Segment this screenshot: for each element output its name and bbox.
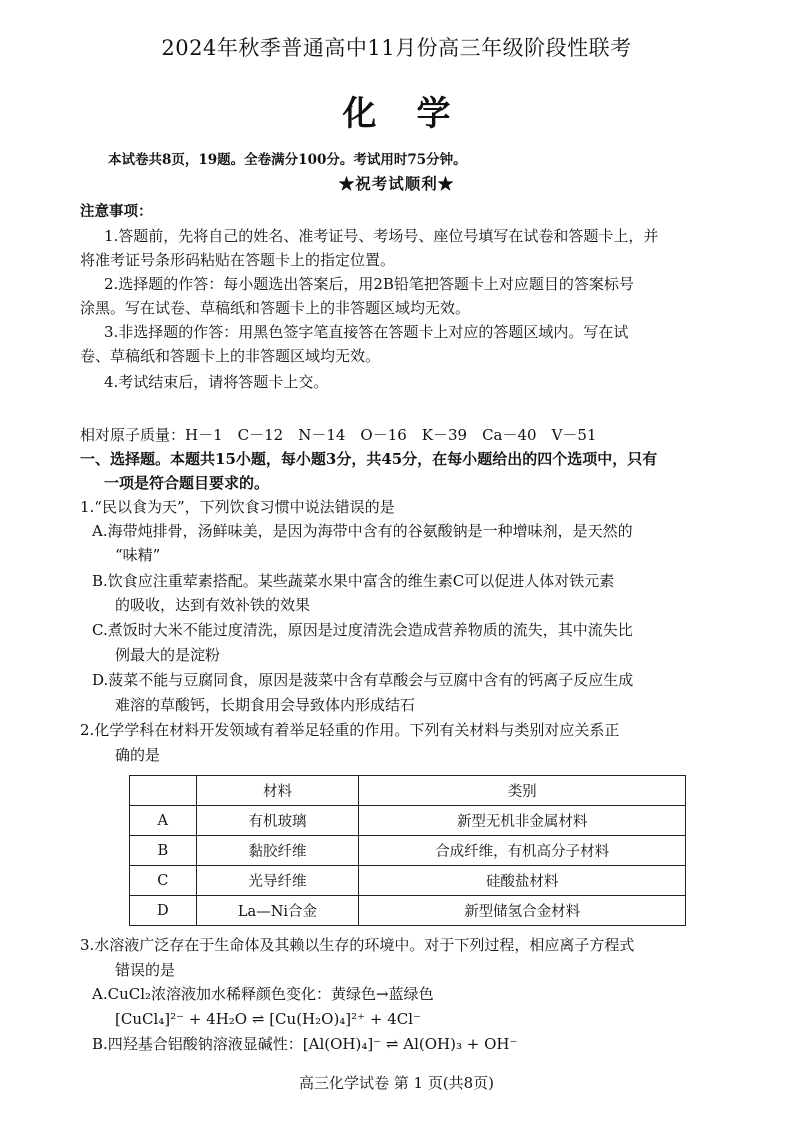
notes-heading: 注意事项： — [80, 203, 153, 220]
q2-stem-cont: 确的是 — [115, 746, 161, 764]
q3-stem: 3.水溶液广泛存在于生命体及其赖以生存的环境中。对于下列过程，相应离子方程式 — [80, 936, 635, 954]
table-row — [130, 896, 686, 926]
good-luck-banner: ★祝考试顺利★ — [338, 174, 455, 193]
q3-stem-cont: 错误的是 — [115, 961, 176, 979]
table-row — [130, 836, 686, 866]
table-header-row — [130, 776, 686, 806]
table-cell: C — [130, 866, 197, 896]
q1-option-c: C.煮饭时大米不能过度清洗，原因是过度清洗会造成营养物质的流失，其中流失比 — [92, 621, 633, 639]
q1-option-b-cont: 的吸收，达到有效补铁的效果 — [115, 596, 311, 614]
q1-option-d: D.菠菜不能与豆腐同食，原因是菠菜中含有草酸会与豆腐中含有的钙离子反应生成 — [92, 671, 634, 689]
page-footer: 高三化学试卷 第 1 页(共8页) — [298, 1074, 495, 1092]
table-cell: 硅酸盐材料 — [359, 866, 686, 896]
q2-stem: 2.化学学科在材料开发领域有着举足轻重的作用。下列有关材料与类别对应关系正 — [80, 721, 620, 739]
q1-option-a: A.海带炖排骨，汤鲜味美，是因为海带中含有的谷氨酸钠是一种增味剂，是天然的 — [92, 522, 633, 540]
table-cell: 有机玻璃 — [196, 806, 359, 836]
note-line: 将准考证号条形码粘贴在答题卡上的指定位置。 — [80, 251, 396, 269]
table-row — [130, 866, 686, 896]
exam-title: 2024年秋季普通高中11月份高三年级阶段性联考 — [161, 36, 632, 60]
atomic-masses: 相对原子质量：H－1 C－12 N－14 O－16 K－39 Ca－40 V－51 — [80, 426, 597, 444]
q1-option-a-cont: “味精” — [115, 546, 161, 564]
q3-option-a: A.CuCl₂浓溶液加水稀释颜色变化：黄绿色→蓝绿色 — [92, 985, 434, 1003]
table-cell: A — [130, 806, 197, 836]
note-line: 2.选择题的作答：每小题选出答案后，用2B铅笔把答题卡上对应题目的答案标号 — [104, 275, 634, 293]
q1-option-d-cont: 难溶的草酸钙，长期食用会导致体内形成结石 — [115, 696, 416, 714]
section-heading: 一、选择题。本题共15小题，每小题3分，共45分，在每小题给出的四个选项中，只有 — [80, 450, 658, 468]
table-cell: 黏胶纤维 — [196, 836, 359, 866]
note-line: 3.非选择题的作答：用黑色签字笔直接答在答题卡上对应的答题区域内。写在试 — [104, 323, 629, 341]
materials-table — [129, 775, 686, 926]
table-cell: 光导纤维 — [196, 866, 359, 896]
q3-option-a-equation: [CuCl₄]²⁻ + 4H₂O ⇌ [Cu(H₂O)₄]²⁺ + 4Cl⁻ — [115, 1010, 421, 1028]
table-header-cell: 类别 — [359, 776, 686, 806]
note-line: 4.考试结束后，请将答题卡上交。 — [104, 373, 329, 391]
q1-option-b: B.饮食应注重荤素搭配。某些蔬菜水果中富含的维生素C可以促进人体对铁元素 — [92, 572, 615, 590]
subject-title: 化学 — [342, 94, 491, 134]
q1-stem: 1.“民以食为天”，下列饮食习惯中说法错误的是 — [80, 498, 395, 516]
section-heading-cont: 一项是符合题目要求的。 — [104, 474, 270, 492]
q1-option-c-cont: 例最大的是淀粉 — [115, 646, 221, 664]
table-cell: 新型储氢合金材料 — [359, 896, 686, 926]
table-row — [130, 806, 686, 836]
table-cell: B — [130, 836, 197, 866]
note-line: 涂黑。写在试卷、草稿纸和答题卡上的非答题区域均无效。 — [80, 299, 471, 317]
note-line: 卷、草稿纸和答题卡上的非答题区域均无效。 — [80, 347, 381, 365]
table-cell: D — [130, 896, 197, 926]
table-header-cell — [130, 776, 197, 806]
note-line: 1.答题前，先将自己的姓名、准考证号、考场号、座位号填写在试卷和答题卡上，并 — [104, 227, 659, 245]
q3-option-b: B.四羟基合铝酸钠溶液显碱性：[Al(OH)₄]⁻ ⇌ Al(OH)₃ + OH⁻ — [92, 1035, 518, 1053]
table-cell: La—Ni合金 — [196, 896, 359, 926]
table-cell: 合成纤维，有机高分子材料 — [359, 836, 686, 866]
exam-info: 本试卷共8页，19题。全卷满分100分。考试用时75分钟。 — [108, 152, 467, 168]
table-header-cell: 材料 — [196, 776, 359, 806]
table-cell: 新型无机非金属材料 — [359, 806, 686, 836]
